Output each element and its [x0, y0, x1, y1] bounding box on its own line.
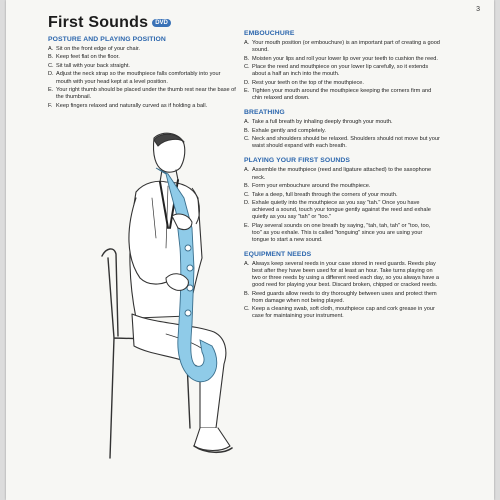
breathing-section [244, 109, 440, 150]
list-item: C. Sit tall with your back straight. [48, 62, 130, 69]
list-item: C. Keep a cleaning swab, soft cloth, mouthpiece cap and cork grease in your case for maintaining your instrument. [244, 306, 435, 320]
embouchure-heading: EMBOUCHURE [244, 30, 295, 37]
first-sounds-section [244, 157, 440, 244]
equipment-list [244, 261, 440, 321]
list-item: A. Always keep several reeds in your case stored in reed guards. Reeds play best after they have been used for at least an hour. Take turns playing on two or three reeds by using a different reed each day, so you always have a good reed for playing your best. Discard broken, chipped or cracked reeds. [244, 260, 439, 289]
posture-heading: POSTURE AND PLAYING POSITION [48, 36, 166, 43]
list-item: B. Reed guards allow reeds to dry thoroughly between uses and protect them from damage when not being played. [244, 290, 437, 304]
list-item: B. Moisten your lips and roll your lower lip over your teeth to cushion the reed. [244, 55, 438, 62]
page-number: 3 [476, 6, 480, 13]
list-item: D. Adjust the neck strap so the mouthpiece falls comfortably into your mouth with your head kept at a level position. [48, 71, 221, 85]
posture-section [48, 36, 236, 110]
list-item: B. Form your embouchure around the mouthpiece. [244, 183, 371, 190]
equipment-heading: EQUIPMENT NEEDS [244, 250, 312, 258]
page-title: First Sounds [48, 14, 149, 31]
embouchure-section [244, 30, 440, 102]
breathing-heading: BREATHING [244, 109, 285, 117]
list-item: E. Play several sounds on one breath by saying, "tah, tah, tah" or "too, too, too" as you exhale. This is called "tonguing" since you are using your tongue to start a new sound. [244, 222, 431, 243]
list-item: A. Sit on the front edge of your chair. [48, 46, 140, 52]
list-item: A. Your mouth position (or embouchure) is an important part of creating a good sound. [244, 40, 440, 54]
equipment-section [244, 251, 440, 321]
list-item: C. Place the reed and mouthpiece on your lower lip carefully, so it extends about a half an inch into the mouth. [244, 64, 429, 78]
right-column [244, 30, 440, 328]
first-sounds-heading: PLAYING YOUR FIRST SOUNDS [244, 157, 350, 165]
list-item: D. Exhale quietly into the mouthpiece as you say "tah." Once you have achieved a sound, touch your tongue gently against the reed and exhale quietly as you say "tah" or "too." [244, 200, 431, 221]
list-item: A. Assemble the mouthpiece (reed and ligature attached) to the saxophone neck. [244, 167, 432, 181]
list-item: B. Keep feet flat on the floor. [48, 54, 120, 61]
list-item: D. Rest your teeth on the top of the mouthpiece. [244, 79, 364, 86]
page [6, 0, 494, 500]
list-item: B. Exhale gently and completely. [244, 127, 326, 134]
posture-list [48, 46, 236, 110]
left-column [48, 36, 236, 117]
saxophone-player-illustration [96, 128, 236, 468]
list-item: F. Keep fingers relaxed and naturally curved as if holding a ball. [48, 102, 208, 109]
first-sounds-list [244, 167, 440, 244]
dvd-badge: DVD [152, 19, 171, 27]
list-item: C. Take a deep, full breath through the corners of your mouth. [244, 191, 398, 198]
list-item: E. Your right thumb should be placed under the thumb rest near the base of the thumbnail. [48, 87, 236, 101]
title-row [48, 14, 171, 32]
embouchure-list [244, 40, 440, 102]
list-item: A. Take a full breath by inhaling deeply through your mouth. [244, 119, 393, 126]
list-item: E. Tighten your mouth around the mouthpiece keeping the corners firm and chin relaxed and down. [244, 88, 432, 102]
breathing-list [244, 119, 440, 150]
list-item: C. Neck and shoulders should be relaxed. Shoulders should not move but your waist should expand with each breath. [244, 136, 440, 150]
